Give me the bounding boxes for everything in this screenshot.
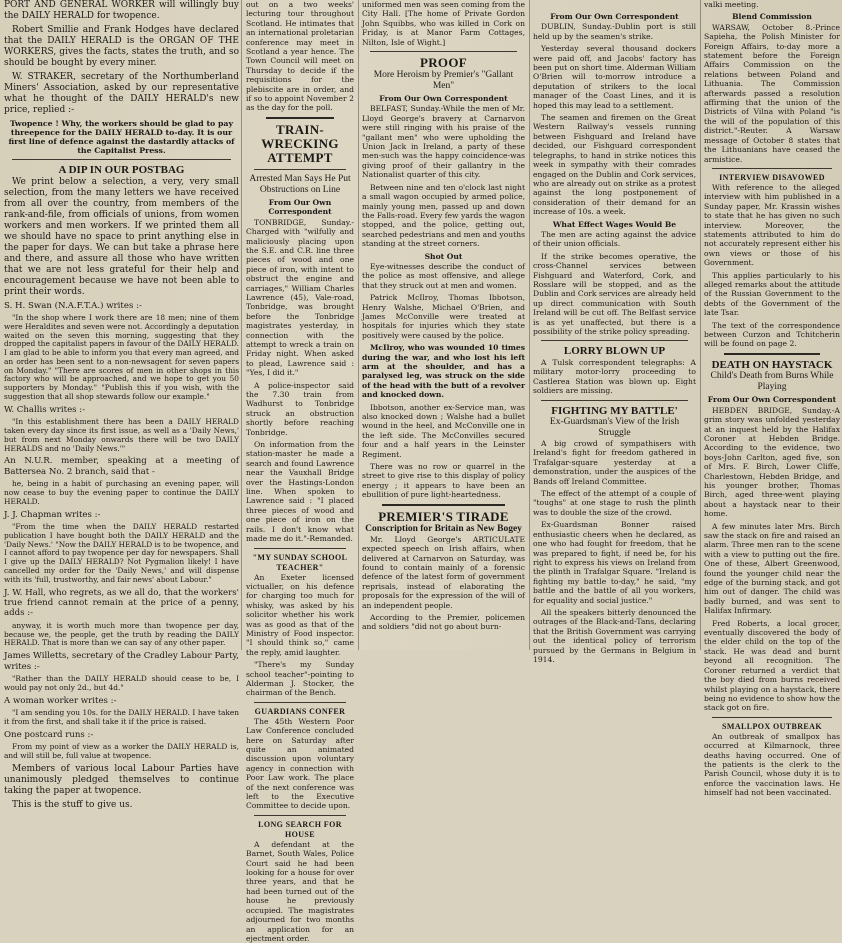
- letter-body: "Rather than the DAILY HERALD should cease to be, I would pay not only 2d., but 4d.": [4, 674, 239, 692]
- section-subhead: Shot Out: [424, 251, 463, 261]
- letter-body: "From the time when the DAILY HERALD restarted publication I have bought both the DAILY HERALD and the 'Daily News.' "Now the DAILY HERALD is to be twopence, and I cannot afford to pay twopence per day for newspapers. Shall I give up the DAILY HERALD? Not Pygmalion likely! I have cancelled my order for the 'Daily News,' and will dispense with its 'full, trustworthy, and fair news' about Labour.": [4, 522, 239, 584]
- straker-quote: Twopence ! Why, the workers should be glad to pay threepence for the DAILY HERALD to-day. It is our first line of defence against the dastardly attacks of the Capitalist Press.: [8, 119, 235, 155]
- article-paragraph: Between nine and ten o'clock last night a small wagon occupied by armed police, mainly young men, passed up and down the Falls-road. Every few yards the wagon stopped, and the police, getting out, searched pedestrians and men and youths standing at the street corners.: [362, 182, 525, 249]
- guardians-headline: GUARDIANS CONFER: [254, 706, 346, 716]
- letter-body: From my point of view as a worker the DAILY HERALD is, and will still be, full value at twopence.: [4, 742, 239, 760]
- proof-subheadline: More Heroism by Premier's "Gallant Men": [373, 70, 514, 92]
- divider: [712, 717, 832, 718]
- letter-body: "I am sending you 10s. for the DAILY HERALD. I have taken it from the first, and shall take it if the price is raised.: [4, 708, 239, 726]
- article-paragraph: Ibbotson, another ex-Service man, was also knocked down ; Walshe had a bullet wound in the heel, and McConville one in the left side. The McConvilles secured four and a half years in the Leinster Regiment.: [362, 402, 525, 459]
- correspondent-byline: From Our Own Correspondent: [707, 395, 837, 405]
- lorry-headline: LORRY BLOWN UP: [563, 345, 666, 358]
- closing-paragraph: Members of various local Labour Parties have unanimously pledged themselves to continue taking the paper at twopence.: [4, 763, 239, 796]
- column-3: [362, 0, 525, 650]
- intro-paragraph: Robert Smillie and Frank Hodges have declared that the DAILY HERALD is the ORGAN OF THE WORKERS, gives the facts, states the truth, and so should be bought by every miner.: [4, 25, 239, 68]
- intro-paragraph: W. STRAKER, secretary of the Northumberland Miners' Association, asked by our representative what he thought of the DAILY HERALD's new price, replied :-: [4, 72, 239, 115]
- letter-body: "In this establishment there has been a DAILY HERALD taken every day since its first issue, as well as a 'Daily News,' but from next Monday onwards there will be two DAILY HERALDS and no 'Daily News.'": [4, 417, 239, 453]
- postbag-intro: We print below a selection, a very, very small selection, from the many letters we have received from all over the country, from members of the rank-and-file, from officials of unions, from women workers and men workers. If we printed them all we should have no space to print anything else in the paper for days. We can but take a phrase here and there, and assure all those who have written that we are not less grateful for their help and encouragement because we have not been able to print their words.: [4, 176, 239, 297]
- article-paragraph: DUBLIN, Sunday.-Dublin port is still held up by the seamen's strike.: [533, 22, 696, 41]
- article-paragraph: A few minutes later Mrs. Birch saw the stack on fire and raised an alarm. Three men ran to the scene with a view to putting out the fire. One of these, Albert Greenwood, found the younger child near the edge of the burning stack, and got him out of danger. The child was badly burned, and was sent to Halifax Infirmary.: [704, 521, 840, 616]
- article-paragraph: Mr. Lloyd George's ARTICULATE expected speech on Irish affairs, when delivered at Carnarvon on Saturday, was found to contain mainly of a forensic defence of the latest form of government reprisals, instead of elaborating the proposals for the expression of the will of an independent people.: [362, 534, 525, 610]
- intro-paragraph: PORT AND GENERAL WORKER will willingly buy the DAILY HERALD for twopence.: [4, 0, 239, 21]
- article-paragraph: TONBRIDGE, Sunday.-Charged with "wilfully and maliciously placing upon the S.E. and C.R. line three pieces of wood and one piece of iron, with intent to obstruct the engine and carriages," William Charles Lawrence (45), Vale-road, Tonbridge, was brought before the Tonbridge magistrates yesterday, in connection with the attempt to wreck a train on Friday night. When asked to plead, Lawrence said : "Yes, I did it.": [246, 217, 354, 378]
- battle-subheadline: Ex-Guardsman's View of the Irish Struggle: [549, 417, 680, 439]
- article-paragraph: Yesterday several thousand dockers were paid off, and Jacobs' factory has been put on short time. Alderman William O'Brien will to-morrow introduce a deputation of strikers to the local manager of the Coast Lines, and it is hoped this may lead to a settlement.: [533, 44, 696, 110]
- haystack-subheadline: Child's Death from Burns While Playing: [710, 371, 834, 393]
- article-paragraph: An Exeter licensed victualler, on his defence for charging too much for whisky, was asked by his solicitor whether his work was as good as that of the Ministry of Food inspector. "I should think so," came the reply, amid laughter.: [246, 572, 354, 657]
- column-2: [246, 0, 354, 943]
- correspondent-byline: From Our Own Correspondent: [268, 197, 332, 217]
- letter-writer: J. J. Chapman writes :-: [4, 509, 101, 520]
- article-paragraph: Ex-Guardsman Bonner raised enthusiastic cheers when he declared, as one who had fought for freedom, that he was prepared to fight, if need be, for his right to express his views on Ireland from the plinth in Trafalgar Square. "Ireland is fighting my battle to-day," he said, "my battle and the battle of all you workers, for equality and social justice.": [533, 520, 696, 605]
- letter-writer: An N.U.R. member, speaking at a meeting of Battersea No. 2 branch, said that -: [4, 456, 239, 477]
- house-search-headline: LONG SEARCH FOR HOUSE: [258, 819, 342, 839]
- letter-body: he, being in a habit of purchasing an evening paper, will now cease to buy the evening paper to continue the DAILY HERALD.: [4, 479, 239, 506]
- article-paragraph: With reference to the alleged interview with him published in a Sunday paper, Mr. Krassin wishes to state that he has given no such interview. Moreover, the statements attributed to him do not accurately represent either his own views or those of his Government.: [704, 182, 840, 268]
- divider: [370, 51, 517, 52]
- letter-writer: J. W. Hall, who regrets, as we all do, that the workers' true friend cannot remain at the price of a penny, adds :-: [4, 587, 239, 619]
- column-5: [704, 0, 840, 798]
- article-paragraph: This applies particularly to his alleged remarks about the attitude of the Russian Government to the debts of the Government of the late Tsar.: [704, 270, 840, 318]
- article-paragraph: The effect of the attempt of a couple of "toughs" at one stage to rush the plinth was to double the size of the crowd.: [533, 489, 696, 517]
- divider: [724, 353, 820, 355]
- article-paragraph: According to the Premier, policemen and soldiers "did not go about burn-: [362, 612, 525, 632]
- article-paragraph: The 45th Western Poor Law Conference concluded here on Saturday after quite an animated discussion upon voluntary agency in connection with Poor Law work. The place of the next conference was left to the Executive Committee to decide upon.: [246, 716, 354, 811]
- train-headline: TRAIN-WRECKING ATTEMPT: [261, 121, 339, 165]
- divider: [254, 702, 346, 703]
- article-continuation: valki meeting.: [704, 0, 759, 9]
- column-rule: [241, 0, 242, 650]
- letter-writer: James Willetts, secretary of the Cradley Labour Party, writes :-: [4, 651, 239, 672]
- article-paragraph: Fred Roberts, a local grocer, eventually discovered the body of the elder child on the top of the stack. He was dead and burnt beyond all recognition. The Coroner returned a verdict that the boy died from burns received whilst playing on a haystack, there being no evidence to show how the stack got on fire.: [704, 618, 840, 713]
- article-paragraph: An outbreak of smallpox has occurred at Kilmarnock, three deaths having occurred. One of the patients is the clerk to the Parish Council, whose duty it is to enforce the vaccination laws. He himself had not been vaccinated.: [704, 731, 840, 798]
- divider: [382, 504, 505, 506]
- divider: [12, 159, 231, 160]
- article-paragraph: Patrick McIlroy, Thomas Ibbotson, Henry Walshe, Michael O'Brien, and James McConville were treated at hospitals for injuries which they state positively were caused by the police.: [362, 293, 525, 340]
- tirade-subheadline: Conscription for Britain as New Bogey: [365, 523, 522, 534]
- column-rule: [700, 0, 701, 650]
- article-paragraph: The seamen and firemen on the Great Western Railway's vessels running between Fishguard and Ireland have decided, our Fishguard correspondent telegraphs, to hand in strike notices this week in sympathy with their comrades engaged on the Dublin and Cork services, who are already out on strike as a protest against the long postponement of consideration of their demand for an increase of 10s. a week.: [533, 113, 696, 217]
- proof-headline: PROOF: [420, 55, 467, 71]
- correspondent-byline: From Our Own Correspondent: [379, 94, 508, 104]
- letter-body: anyway, it is worth much more than twopence per day, because we, the people, get the truth by reading the DAILY HERALD. That is more than we can say of any other paper.: [4, 620, 239, 648]
- section-subhead: What Effect Wages Would Be: [552, 219, 677, 229]
- sunday-school-headline: "MY SUNDAY SCHOOL TEACHER": [252, 552, 348, 572]
- article-paragraph: A police-inspector said the 7.30 train from Wadhurst to Tonbridge struck an obstruction shortly before reaching Tonbridge.: [246, 380, 354, 437]
- article-continuation: uniformed men was seen coming from the City Hall. [The home of Private Gordon John Squibbs, who was killed in Cork on Friday, is at Manor Farm Cottages, Nilton, Isle of Wight.]: [362, 0, 525, 47]
- divider: [266, 117, 334, 119]
- article-paragraph: "There's my Sunday school teacher"-pointing to Alderman J. Stocker, the chairman of the Bench.: [246, 660, 354, 698]
- article-paragraph: A Tulsk correspondent telegraphs: A military motor-lorry proceeding to Castlerea Station was blown up. Eight soldiers are missing.: [533, 357, 696, 396]
- tirade-headline: PREMIER'S TIRADE: [378, 508, 509, 524]
- article-paragraph: WARSAW, October 8.-Prince Sapieha, the Polish Minister for Foreign Affairs, to-day more a statement before the Foreign Affairs Commission on the relations between Poland and Lithuania. The Commission afterwards passed a resolution affirming that the union of the Districts of Vilna with Poland "is the will of the population of this district."-Reuter. A Warsaw message of October 8 states that the Lithuanians have ceased the armistice.: [704, 22, 840, 164]
- interview-headline: INTERVIEW DISAVOWED: [719, 172, 825, 182]
- divider: [541, 400, 688, 401]
- postbag-headline: A DIP IN OUR POSTBAG: [58, 164, 185, 176]
- article-paragraph: All the speakers bitterly denounced the outrages of the Black-and-Tans, declaring that the British Government was carrying out the identical policy of terrorism pursued by the Germans in Belgium in 1914.: [533, 607, 696, 664]
- letter-writer: One postcard runs :-: [4, 729, 94, 740]
- article-paragraph: If the strike becomes operative, the cross-Channel services between Fishguard and Waterford, Cork, and Rosslare will be stopped, and as the Dublin and Cork services are already held up direct communication with South Ireland will be cut off. The Belfast service is as yet unaffected, but there is a possibility of the strike policy spreading.: [533, 251, 696, 336]
- article-paragraph: The text of the correspondence between Curzon and Tchitcherin will be found on page 2.: [704, 320, 840, 349]
- letter-body: "In the shop where I work there are 18 men; nine of them were Heraldites and seven were not. Accordingly a deputation waited on the seven this morning, suggesting that they dropped the capitalist papers in favour of the DAILY HERALD. I am glad to be able to inform you that every man agreed, and an order has been sent to a non-newsagent for seven papers on Monday." "There are scores of men in other shops in this factory who will be approached, and we hope to get you 50 supporters by Monday." "Publish this if you wish, with the suggestion that all shop stewards follow our example.": [4, 312, 239, 402]
- article-paragraph: Eye-witnesses describe the conduct of the police as most offensive, and allege that they struck out at men and women.: [362, 261, 525, 290]
- article-paragraph: McIlroy, who was wounded 10 times during the war, and who lost his left arm at the shoulder, and has a paralysed leg, was struck on the side of the head with the butt of a revolver and knocked down.: [362, 343, 525, 400]
- train-subheadline: Arrested Man Says He Put Obstructions on Line: [249, 173, 351, 195]
- letter-writer: A woman worker writes :-: [4, 695, 117, 706]
- divider: [254, 169, 346, 170]
- article-paragraph: The men are acting against the advice of their union officials.: [533, 229, 696, 249]
- article-paragraph: A defendant at the Barnet, South Wales, Police Court said he had been looking for a house for over three years, and that he had been turned out of the house he previously occupied. The magistrates adjourned for two months an application for an ejectment order.: [246, 839, 354, 943]
- haystack-headline: DEATH ON HAYSTACK: [711, 358, 833, 371]
- divider: [712, 168, 832, 169]
- smallpox-headline: SMALLPOX OUTBREAK: [722, 721, 822, 731]
- column-rule: [529, 0, 530, 650]
- letter-writer: W. Challis writes :-: [4, 404, 86, 415]
- column-4: [533, 0, 696, 664]
- divider: [254, 548, 346, 549]
- battle-headline: FIGHTING MY BATTLE': [551, 404, 678, 417]
- letter-writer: S. H. Swan (N.A.F.T.A.) writes :-: [4, 300, 142, 311]
- column-rule: [358, 0, 359, 650]
- closing-paragraph: This is the stuff to give us.: [12, 799, 133, 810]
- correspondent-byline: From Our Own Correspondent: [550, 12, 679, 21]
- article-paragraph: HEBDEN BRIDGE, Sunday.-A grim story was unfolded yesterday at an inquest held by the Halifax Coroner at Hebden Bridge. According to the evidence, two boys-John Carlton, aged five, son of Mrs. F. Birch, Lower Cliffe, Charlestown, Hebden Bridge, and his younger brother, Thomas Birch, aged three-went playing about a haystack near to their home.: [704, 405, 840, 519]
- column-1: [4, 0, 239, 810]
- divider: [541, 340, 688, 341]
- article-paragraph: There was no row or quarrel in the street to give rise to this display of policy energy ; it appears to have been an ebullition of pure light-heartedness.: [362, 462, 525, 500]
- section-subhead: Blend Commission: [732, 12, 812, 22]
- article-paragraph: BELFAST, Sunday.-While the men of Mr. Lloyd George's bravery at Carnarvon were still ringing with his praise of the "gallant men" who were upholding the Union Jack in Ireland, a party of these men-such was the happy coincidence-was giving proof of their gallantry in the Nationalist quarter of this city.: [362, 104, 525, 180]
- article-paragraph: A big crowd of sympathisers with Ireland's fight for freedom gathered in Trafalgar-square yesterday at a demonstration, under the auspices of the Bands off Ireland Committee.: [533, 439, 696, 486]
- article-paragraph: On information from the station-master he made a search and found Lawrence near the Vauxhall Bridge over the Hastings-London line. When spoken to Lawrence said : "I placed three pieces of wood and one piece of iron on the rails. I don't know what made me do it."-Remanded.: [246, 440, 354, 544]
- divider: [254, 815, 346, 816]
- article-continuation: out on a two weeks' lecturing tour throughout Scotland. He intimates that an international proletarian conference may meet in Scotland a year hence. The Town Council will meet on Thursday to decide if the requisitions for the plebiscite are in order, and if so to appoint November 2 as the day for the poll.: [246, 0, 354, 113]
